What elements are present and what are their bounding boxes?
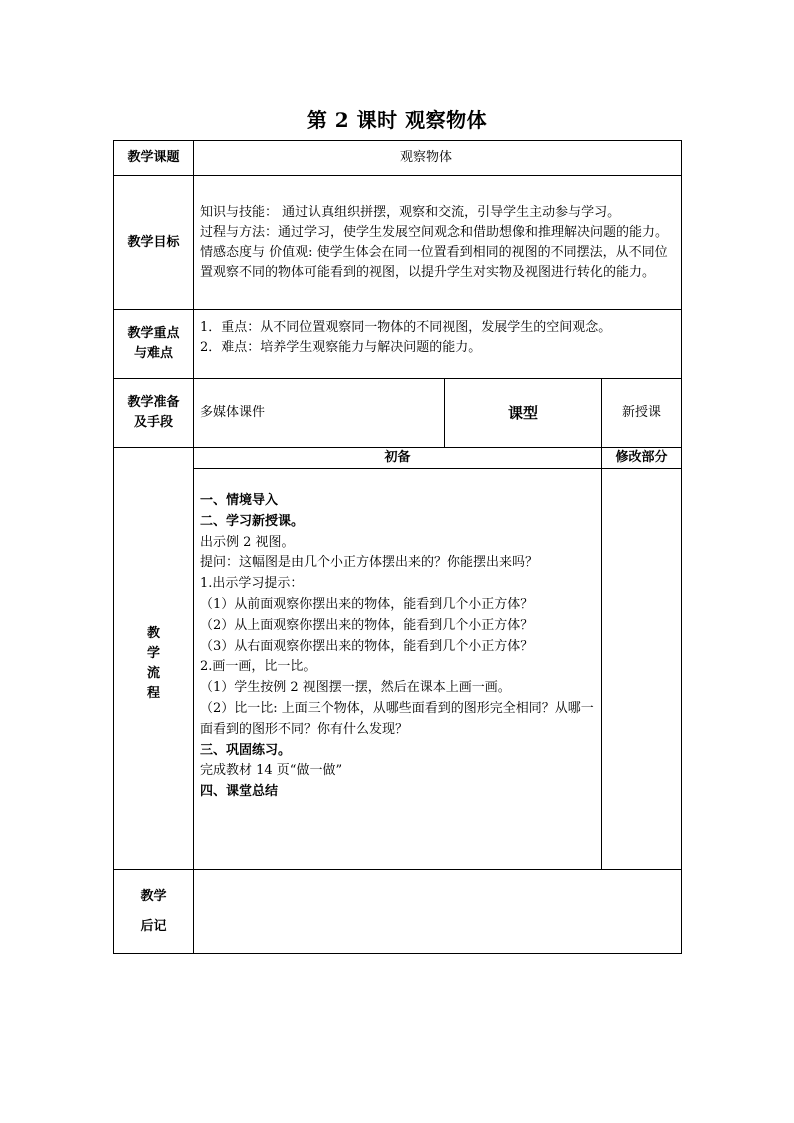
row-flow-body	[114, 469, 682, 870]
topic-value-text: 观察物体	[400, 150, 453, 165]
flow-line-10: （1）学生按例 2 视图摆一摆，然后在课本上画一画。	[200, 680, 511, 696]
row-notes	[114, 870, 682, 954]
page-title: 第 2 课时 观察物体	[306, 108, 488, 132]
label-prep-line2: 及手段	[133, 415, 173, 430]
row-goals	[114, 176, 682, 310]
flow-line-3: 出示例 2 视图。	[200, 534, 295, 550]
key-points-content	[194, 310, 682, 379]
col-revision-header: 修改部分	[602, 448, 682, 469]
flow-line-6: （1）从前面观察你摆出来的物体，能看到几个小正方体？	[200, 596, 534, 612]
goal-process: 过程与方法：通过学习，使学生发展空间观念和借助想像和推理解决问题的能力。	[200, 224, 669, 240]
flow-content	[194, 469, 602, 870]
label-key-points-line1: 教学重点	[127, 326, 180, 341]
label-key-points	[114, 310, 194, 379]
row-flow-header	[114, 448, 682, 469]
lesson-plan-table	[113, 140, 682, 954]
flow-line-7: （2）从上面观察你摆出来的物体，能看到几个小正方体？	[200, 617, 534, 633]
row-prep	[114, 379, 682, 448]
row-topic	[114, 141, 682, 176]
lesson-type-label: 课型	[445, 379, 602, 448]
label-key-points-line2: 与难点	[133, 346, 173, 361]
key-point-difficulty: 2．难点：培养学生观察能力与解决问题的能力。	[200, 340, 482, 355]
lesson-type-value: 新授课	[602, 379, 682, 448]
prep-value: 多媒体课件	[194, 379, 445, 448]
flow-line-8: （3）从右面观察你摆出来的物体，能看到几个小正方体？	[200, 638, 534, 654]
key-point-focus: 1．重点：从不同位置观察同一物体的不同视图，发展学生的空间观念。	[200, 320, 612, 335]
label-flow	[114, 448, 194, 870]
flow-line-2: 二、学习新授课。	[200, 513, 305, 529]
goals-content	[194, 176, 682, 310]
flow-line-9: 2.画一画，比一比。	[200, 659, 317, 675]
flow-line-4: 提问：这幅图是由几个小正方体摆出来的？你能摆出来吗？	[200, 555, 539, 571]
label-flow-char-1: 教	[146, 625, 160, 641]
label-notes-line2: 后记	[140, 918, 167, 934]
col-initial-header: 初备	[194, 448, 602, 469]
flow-line-5: 1.出示学习提示：	[200, 576, 304, 592]
label-notes	[114, 870, 194, 954]
label-goals: 教学目标	[114, 176, 194, 310]
flow-line-11: （2）比一比: 上面三个物体，从哪些面看到的图形完全相同？从哪一面看到的图形不同？你有什么发现？	[200, 700, 594, 737]
goal-knowledge: 知识与技能： 通过认真组织拼摆，观察和交流，引导学生主动参与学习。	[200, 204, 621, 220]
row-key-points	[114, 310, 682, 379]
flow-line-12: 三、巩固练习。	[200, 742, 292, 758]
flow-line-13: 完成教材 14 页“做一做”	[200, 763, 343, 779]
flow-line-1: 一、情境导入	[200, 493, 279, 508]
revision-content	[602, 469, 682, 870]
label-prep-line1: 教学准备	[127, 395, 180, 410]
topic-value	[194, 141, 682, 176]
label-topic: 教学课题	[114, 141, 194, 176]
flow-line-14: 四、课堂总结	[200, 784, 279, 800]
notes-content	[194, 870, 682, 954]
label-notes-line1: 教学	[140, 888, 167, 904]
label-flow-char-4: 程	[146, 685, 160, 701]
label-flow-char-3: 流	[146, 665, 160, 681]
label-flow-char-2: 学	[146, 645, 160, 661]
goal-attitude: 情感态度与 价值观: 使学生体会在同一位置看到相同的视图的不同摆法，从不同位置观察不同的物体可能看到的视图，以提升学生对实物及视图进行转化的能力。	[200, 244, 668, 280]
label-prep	[114, 379, 194, 448]
